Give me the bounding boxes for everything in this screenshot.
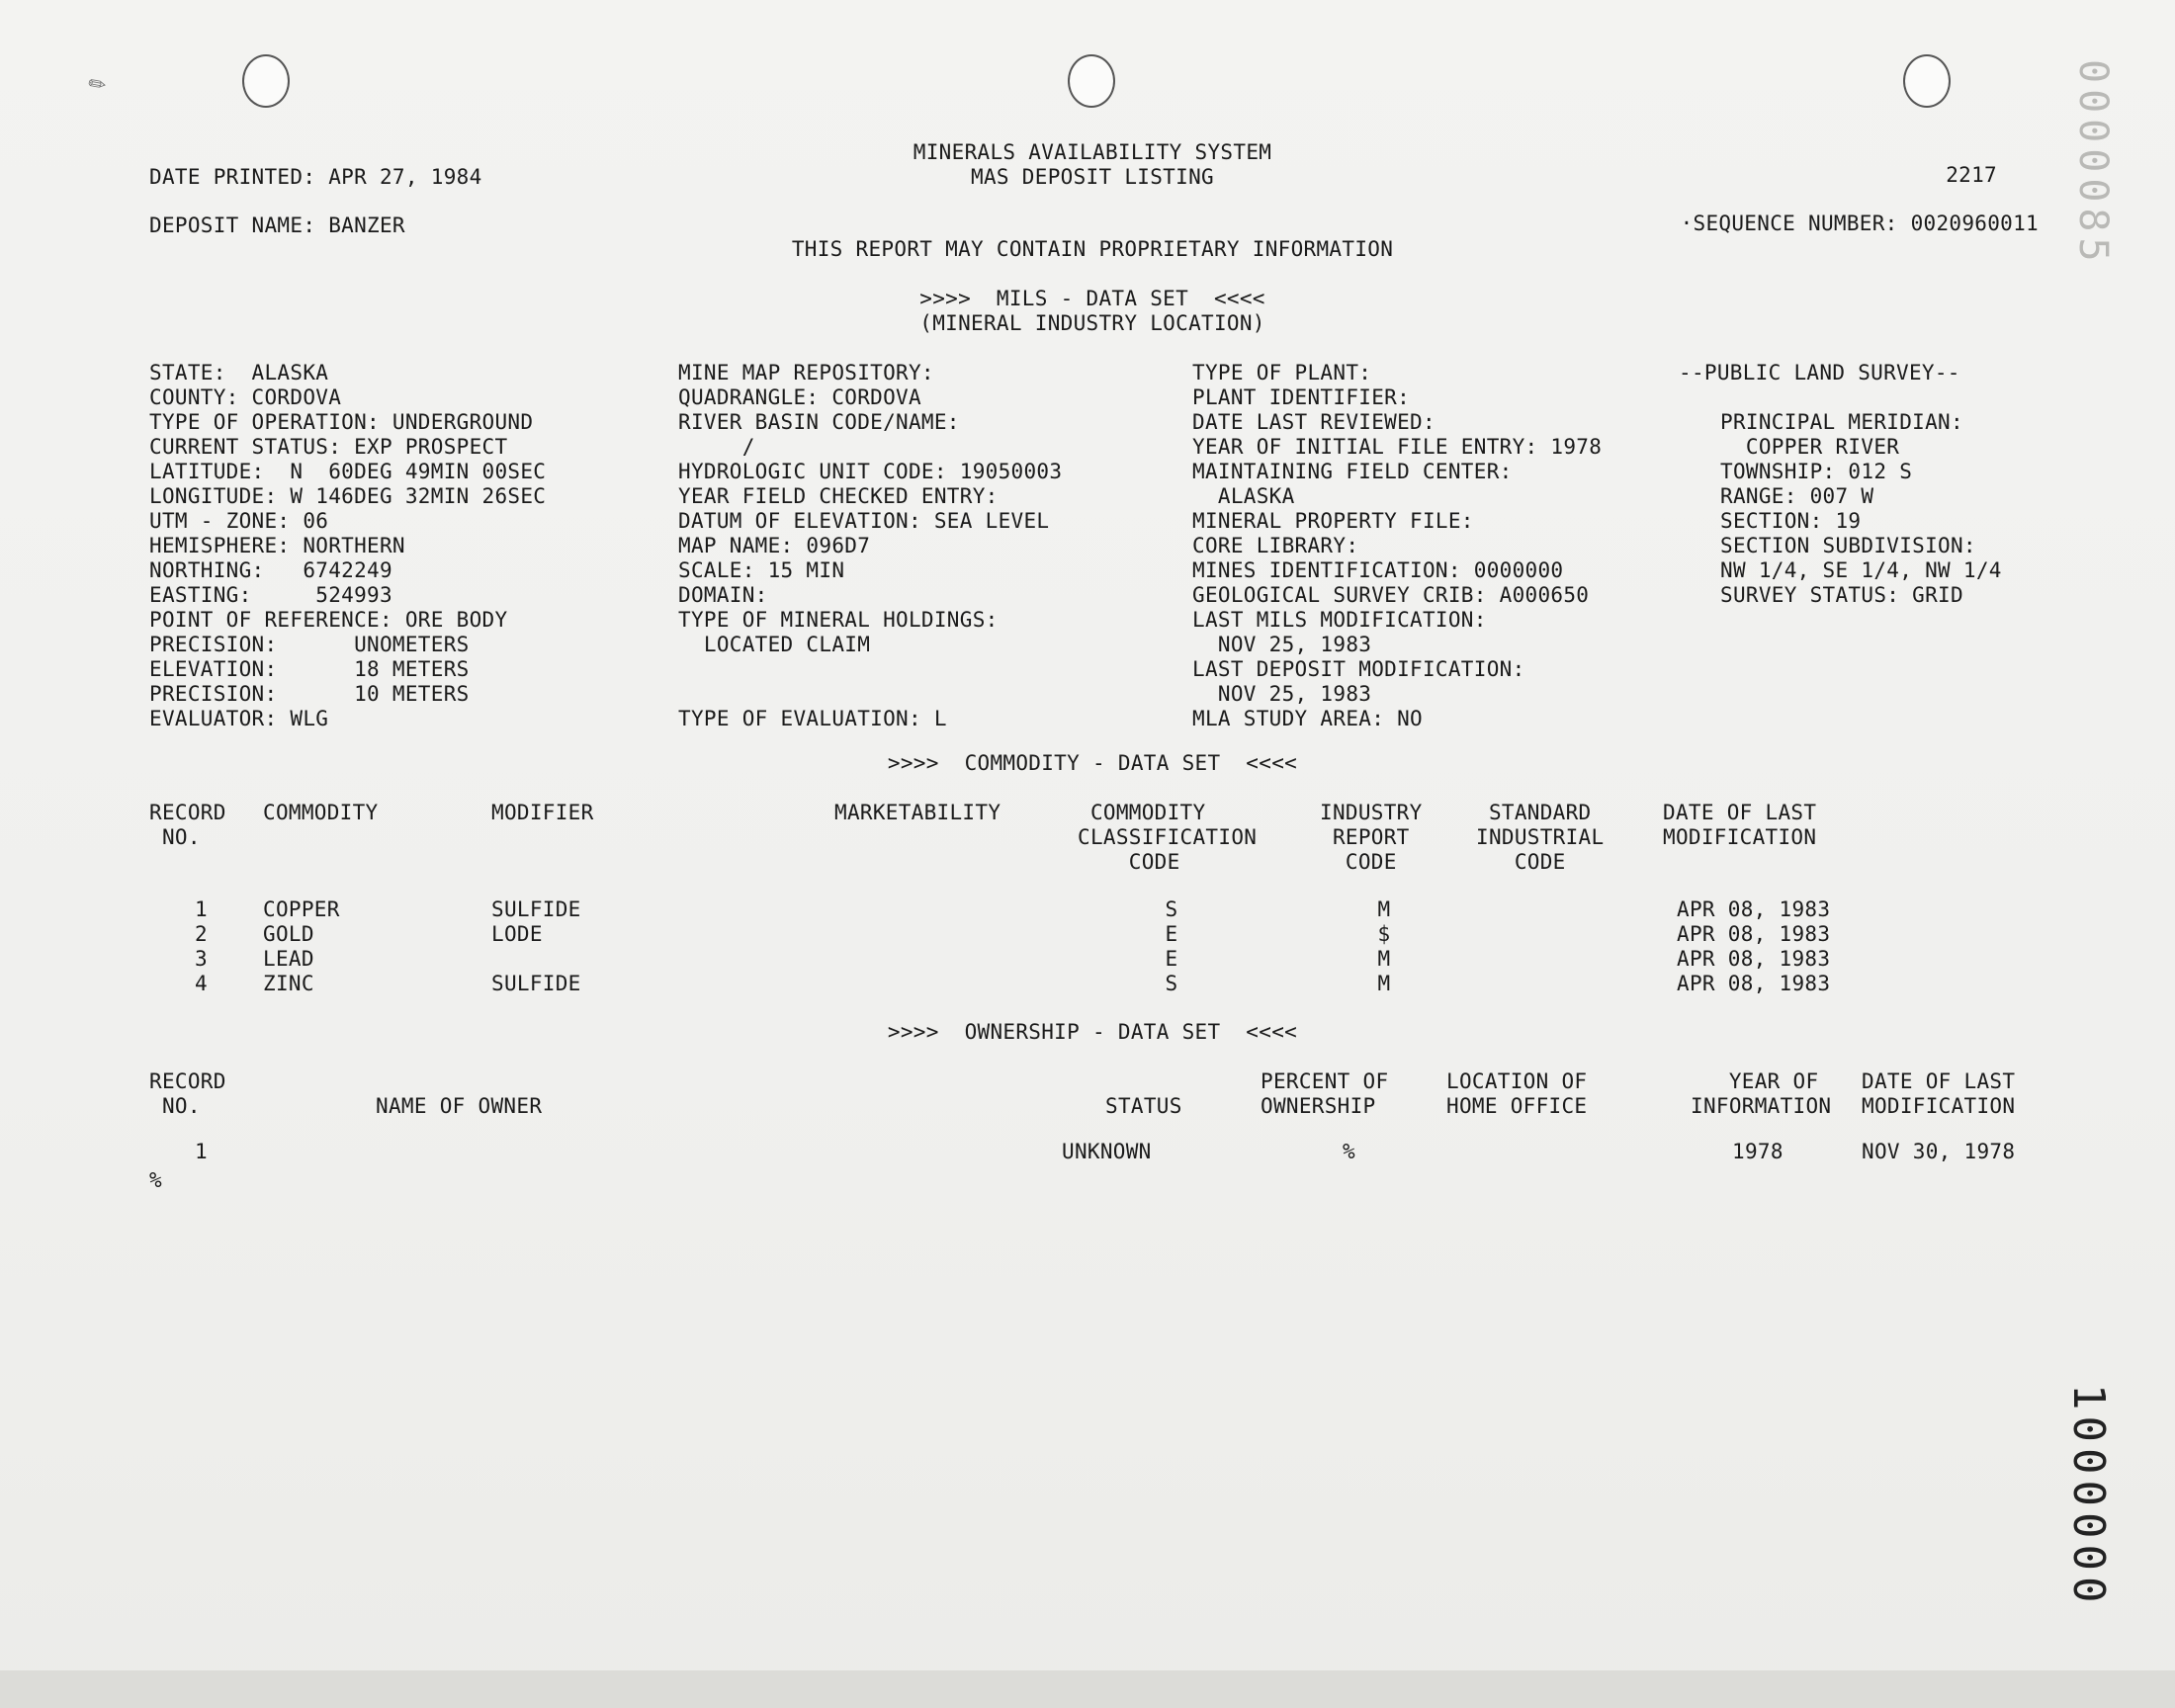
- commodity-header-industry: INDUSTRY REPORT CODE: [1320, 801, 1423, 874]
- public-land-survey-heading: --PUBLIC LAND SURVEY--: [1679, 361, 1960, 384]
- commodity-report-code: M: [1377, 947, 1391, 971]
- mils-field: PRINCIPAL MERIDIAN:: [1720, 410, 1963, 434]
- binder-hole-center: [1068, 54, 1115, 108]
- mils-field: COPPER RIVER: [1720, 435, 1900, 459]
- mils-field: LOCATED CLAIM: [678, 633, 871, 656]
- commodity-header-commodity: COMMODITY: [263, 801, 379, 824]
- mils-field: RANGE: 007 W: [1720, 484, 1874, 508]
- mils-field: PLANT IDENTIFIER:: [1192, 385, 1411, 409]
- mils-field: MAP NAME: 096D7: [678, 534, 871, 557]
- commodity-class-code: E: [1165, 922, 1178, 946]
- mils-field: LONGITUDE: W 146DEG 32MIN 26SEC: [149, 484, 547, 508]
- mils-field: LAST DEPOSIT MODIFICATION:: [1192, 657, 1525, 681]
- mils-field: ALASKA: [1192, 484, 1295, 508]
- commodity-header-record: RECORD NO.: [149, 801, 226, 849]
- binder-hole-right: [1903, 54, 1951, 108]
- mils-field: YEAR OF INITIAL FILE ENTRY: 1978: [1192, 435, 1603, 459]
- commodity-name: ZINC: [263, 972, 314, 995]
- mils-location-column: [149, 361, 546, 731]
- ownership-header-date: DATE OF LAST MODIFICATION: [1862, 1069, 2016, 1118]
- system-title: MINERALS AVAILABILITY SYSTEM: [913, 140, 1272, 164]
- mils-title: >>>> MILS - DATA SET <<<<: [919, 287, 1265, 310]
- commodity-modified-date: APR 08, 1983: [1677, 947, 1831, 971]
- ownership-percent: %: [1343, 1140, 1355, 1163]
- commodity-class-code: S: [1165, 972, 1178, 995]
- commodity-modified-date: APR 08, 1983: [1677, 972, 1831, 995]
- commodity-report-code: $: [1377, 922, 1391, 946]
- mils-field: TOWNSHIP: 012 S: [1720, 460, 1913, 483]
- mils-field: TYPE OF MINERAL HOLDINGS:: [678, 608, 999, 632]
- mils-file-column: [1192, 361, 1602, 731]
- mils-field: EVALUATOR: WLG: [149, 707, 329, 730]
- mils-field: [1720, 385, 2002, 410]
- commodity-record-no: 2: [195, 922, 208, 946]
- mils-field: CURRENT STATUS: EXP PROSPECT: [149, 435, 508, 459]
- ownership-status: UNKNOWN: [1062, 1140, 1152, 1163]
- public-land-survey-column: [1720, 385, 2002, 608]
- mils-field: TYPE OF PLANT:: [1192, 361, 1372, 384]
- mils-field: NORTHING: 6742249: [149, 558, 392, 582]
- commodity-name: GOLD: [263, 922, 314, 946]
- commodity-header-classification: COMMODITY CLASSIFICATION CODE: [1078, 801, 1258, 874]
- ownership-header-percent: PERCENT OF OWNERSHIP: [1261, 1069, 1389, 1118]
- binder-hole-left: [242, 54, 290, 108]
- mils-field: SECTION: 19: [1720, 509, 1862, 533]
- commodity-name: LEAD: [263, 947, 314, 971]
- ownership-header-name: NAME OF OWNER: [376, 1094, 543, 1118]
- ownership-year: 1978: [1732, 1140, 1784, 1163]
- mils-field: PRECISION: 10 METERS: [149, 682, 470, 706]
- mils-field: POINT OF REFERENCE: ORE BODY: [149, 608, 508, 632]
- ownership-header-location: LOCATION OF HOME OFFICE: [1446, 1069, 1588, 1118]
- commodity-modified-date: APR 08, 1983: [1677, 897, 1831, 921]
- mils-field: QUADRANGLE: CORDOVA: [678, 385, 921, 409]
- mils-field: COUNTY: CORDOVA: [149, 385, 342, 409]
- mils-field: HEMISPHERE: NORTHERN: [149, 534, 405, 557]
- ownership-record-no: 1: [195, 1140, 208, 1163]
- proprietary-notice: THIS REPORT MAY CONTAIN PROPRIETARY INFORMATION: [791, 237, 1394, 261]
- mils-field: LAST MILS MODIFICATION:: [1192, 608, 1487, 632]
- mils-field: TYPE OF EVALUATION: L: [678, 707, 947, 730]
- mils-field: ELEVATION: 18 METERS: [149, 657, 470, 681]
- commodity-modifier: LODE: [491, 922, 543, 946]
- page-number: 2217: [1946, 163, 1997, 187]
- commodity-modifier: SULFIDE: [491, 897, 581, 921]
- ownership-title: >>>> OWNERSHIP - DATA SET <<<<: [887, 1020, 1298, 1044]
- mils-field: HYDROLOGIC UNIT CODE: 19050003: [678, 460, 1063, 483]
- mils-field: SCALE: 15 MIN: [678, 558, 845, 582]
- mils-field: MINERAL PROPERTY FILE:: [1192, 509, 1474, 533]
- mils-field: STATE: ALASKA: [149, 361, 329, 384]
- sequence-number: ·SEQUENCE NUMBER: 0020960011: [1680, 212, 2039, 235]
- top-right-stamp: 0000085: [2070, 59, 2116, 268]
- commodity-report-code: M: [1377, 897, 1391, 921]
- mils-map-column: [678, 361, 1062, 731]
- commodity-header-date: DATE OF LAST MODIFICATION: [1663, 801, 1817, 849]
- mils-field: MINE MAP REPOSITORY:: [678, 361, 934, 384]
- commodity-class-code: E: [1165, 947, 1178, 971]
- mils-field: TYPE OF OPERATION: UNDERGROUND: [149, 410, 534, 434]
- mils-field: NOV 25, 1983: [1192, 633, 1372, 656]
- mils-field: YEAR FIELD CHECKED ENTRY:: [678, 484, 999, 508]
- mils-field: EASTING: 524993: [149, 583, 392, 607]
- commodity-name: COPPER: [263, 897, 340, 921]
- commodity-modifier: SULFIDE: [491, 972, 581, 995]
- commodity-record-no: 4: [195, 972, 208, 995]
- commodity-report-code: M: [1377, 972, 1391, 995]
- mils-field: UTM - ZONE: 06: [149, 509, 329, 533]
- mils-field: MINES IDENTIFICATION: 0000000: [1192, 558, 1564, 582]
- mils-field: PRECISION: UNOMETERS: [149, 633, 470, 656]
- bottom-right-stamp: 1000000: [2063, 1384, 2114, 1609]
- commodity-title: >>>> COMMODITY - DATA SET <<<<: [887, 751, 1298, 775]
- ownership-header-record: RECORD NO.: [149, 1069, 226, 1118]
- mils-field: [678, 682, 1062, 707]
- pencil-mark-icon: ✎: [81, 67, 112, 101]
- mils-field: MLA STUDY AREA: NO: [1192, 707, 1423, 730]
- mils-field: NOV 25, 1983: [1192, 682, 1372, 706]
- listing-title: MAS DEPOSIT LISTING: [971, 165, 1214, 189]
- deposit-name: DEPOSIT NAME: BANZER: [149, 214, 405, 237]
- commodity-class-code: S: [1165, 897, 1178, 921]
- ownership-modified-date: NOV 30, 1978: [1862, 1140, 2016, 1163]
- mils-field: RIVER BASIN CODE/NAME:: [678, 410, 960, 434]
- mils-field: DATUM OF ELEVATION: SEA LEVEL: [678, 509, 1050, 533]
- mils-field: MAINTAINING FIELD CENTER:: [1192, 460, 1513, 483]
- scan-bottom-edge: [0, 1670, 2175, 1708]
- commodity-header-modifier: MODIFIER: [491, 801, 594, 824]
- mils-field: NW 1/4, SE 1/4, NW 1/4: [1720, 558, 2002, 582]
- mils-field: CORE LIBRARY:: [1192, 534, 1359, 557]
- ownership-header-year: YEAR OF INFORMATION: [1691, 1069, 1832, 1118]
- mils-field: DOMAIN:: [678, 583, 768, 607]
- mils-field: SECTION SUBDIVISION:: [1720, 534, 1976, 557]
- commodity-record-no: 3: [195, 947, 208, 971]
- ownership-header-status: STATUS: [1105, 1094, 1182, 1118]
- mils-field: SURVEY STATUS: GRID: [1720, 583, 1963, 607]
- commodity-modified-date: APR 08, 1983: [1677, 922, 1831, 946]
- mils-subtitle: (MINERAL INDUSTRY LOCATION): [919, 311, 1265, 335]
- commodity-record-no: 1: [195, 897, 208, 921]
- mils-field: LATITUDE: N 60DEG 49MIN 00SEC: [149, 460, 547, 483]
- trailing-percent-mark: %: [149, 1168, 162, 1192]
- commodity-header-marketability: MARKETABILITY: [834, 801, 1001, 824]
- commodity-header-sic: STANDARD INDUSTRIAL CODE: [1476, 801, 1605, 874]
- mils-field: [678, 657, 1062, 682]
- mils-field: DATE LAST REVIEWED:: [1192, 410, 1436, 434]
- mils-field: /: [678, 435, 755, 459]
- mils-field: GEOLOGICAL SURVEY CRIB: A000650: [1192, 583, 1590, 607]
- date-printed: DATE PRINTED: APR 27, 1984: [149, 165, 482, 189]
